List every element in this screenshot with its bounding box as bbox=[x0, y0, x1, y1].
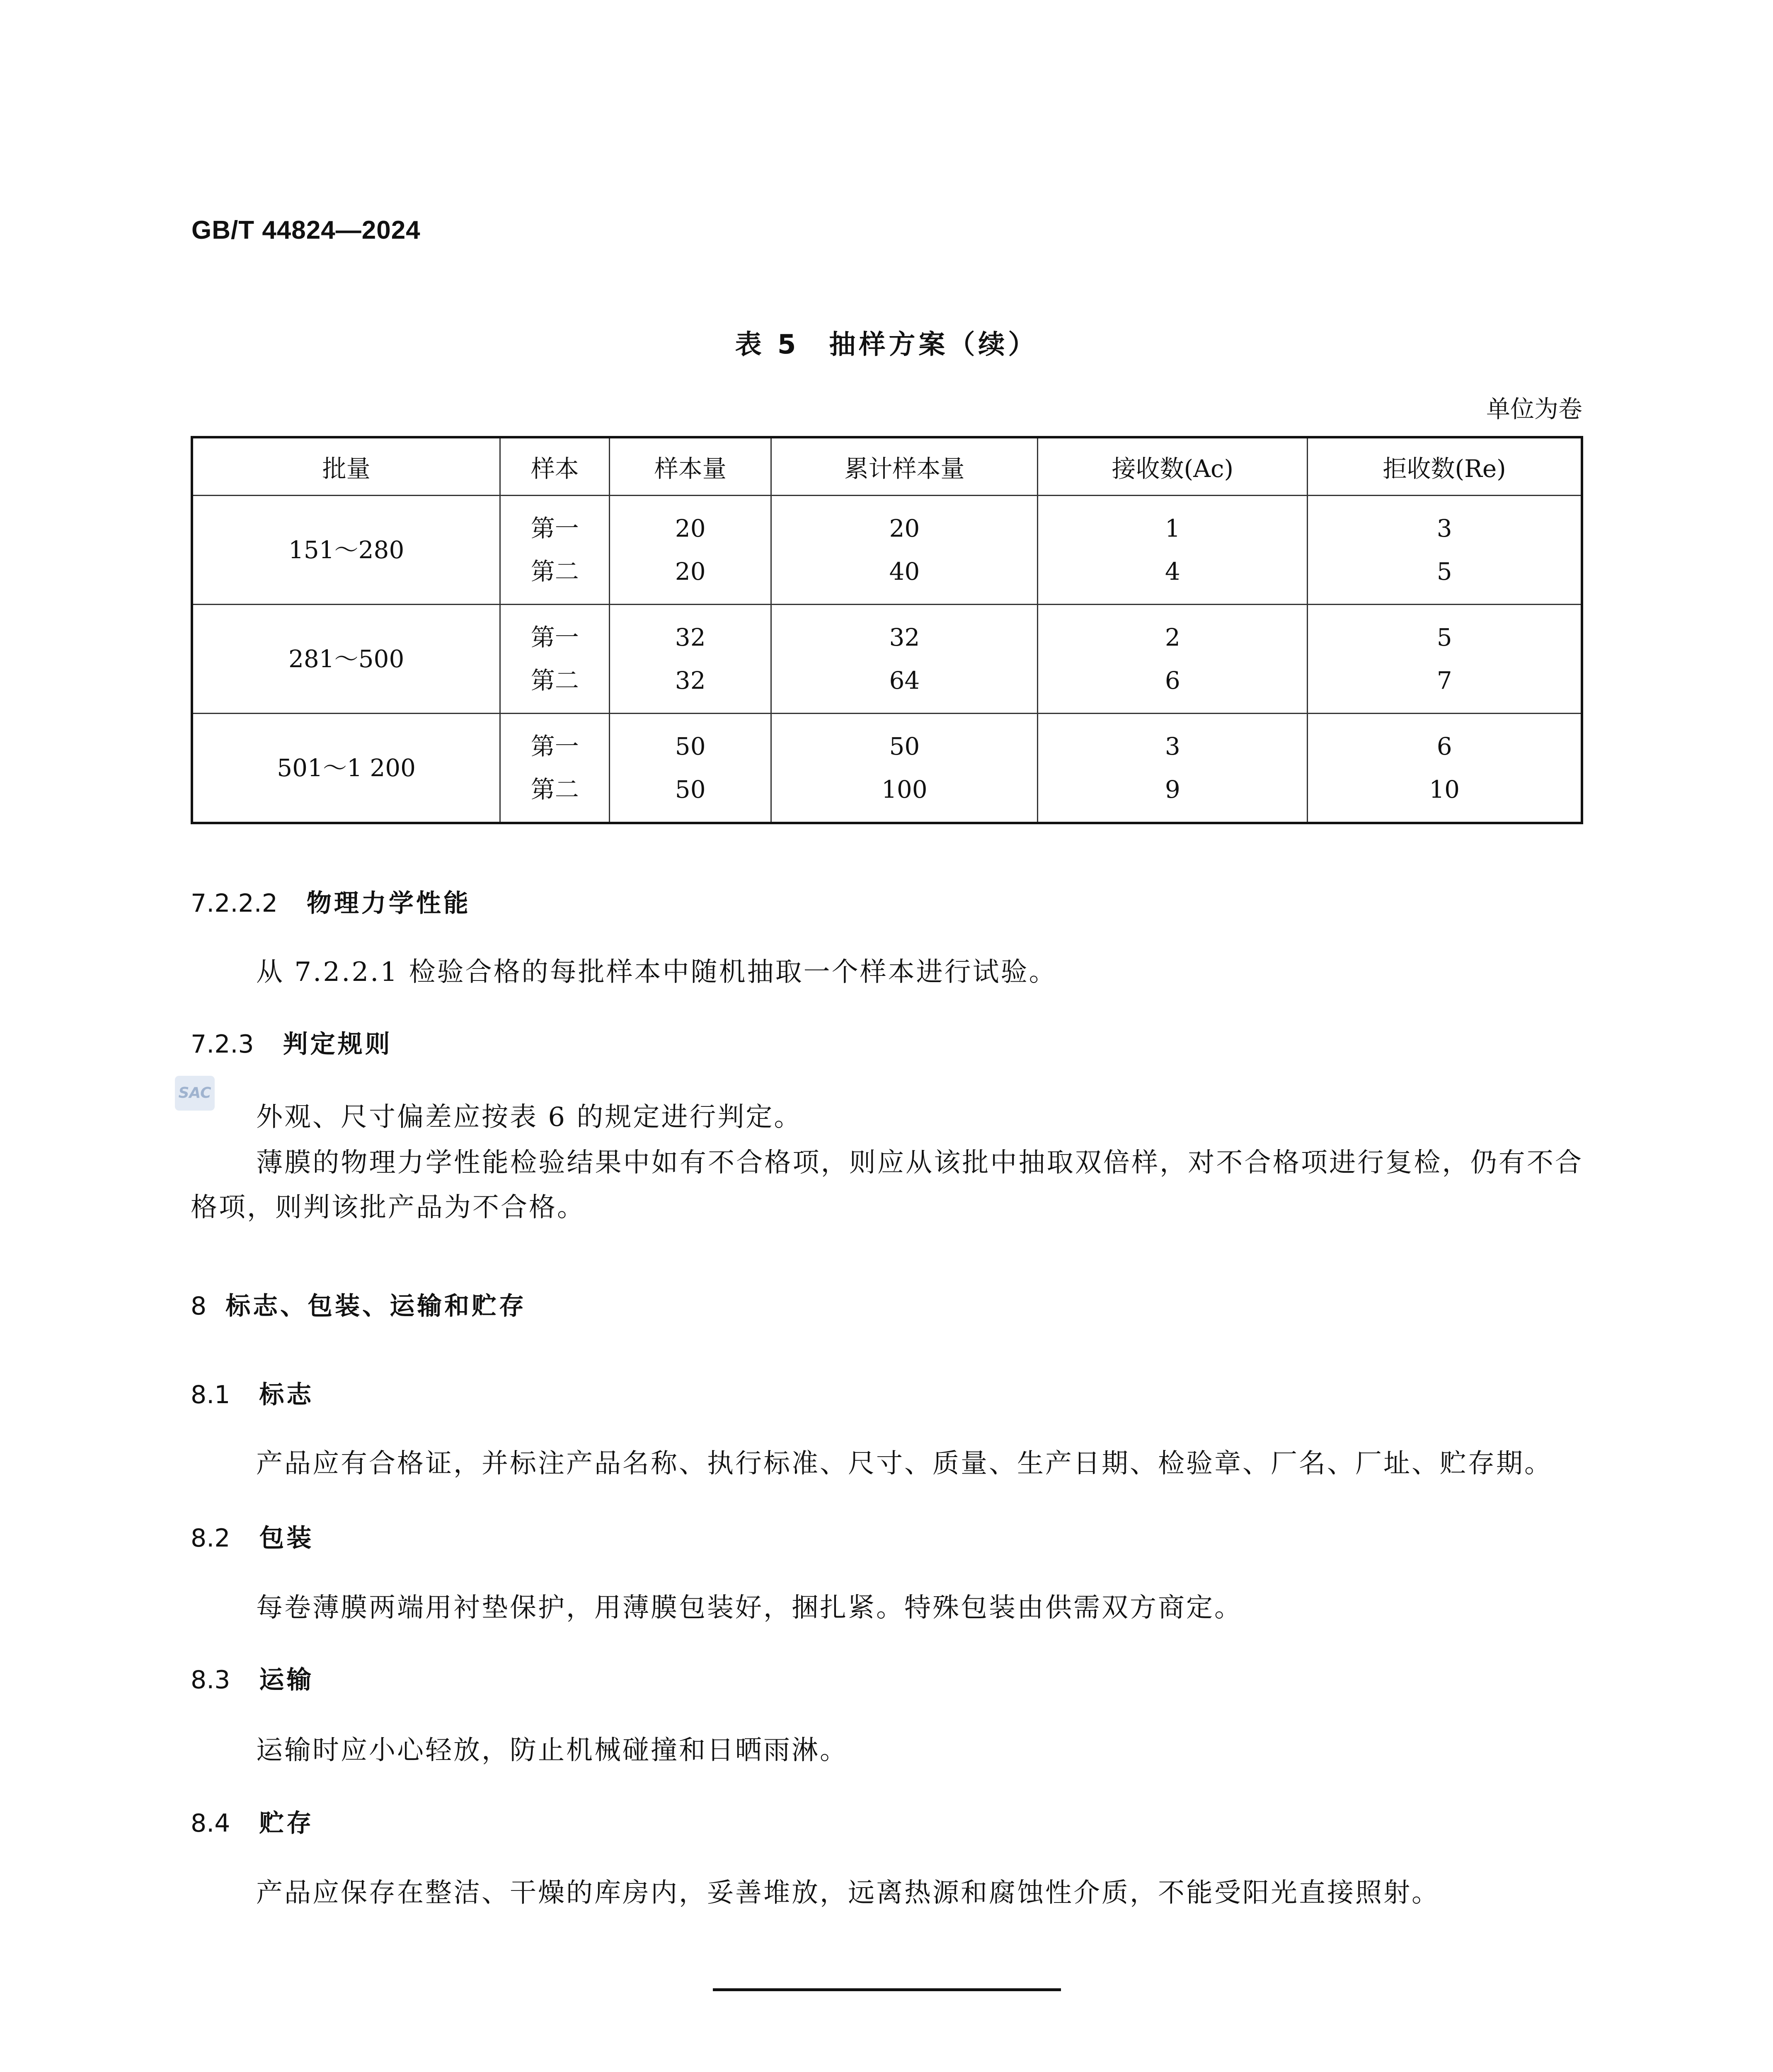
cumulative-value: 64 bbox=[889, 666, 920, 695]
section-heading-7-2-3 bbox=[191, 1024, 392, 1060]
section-heading-8-4 bbox=[191, 1803, 314, 1839]
section-title: 运输 bbox=[259, 1665, 314, 1694]
table-unit: 单位为卷 bbox=[1486, 395, 1582, 423]
reject-value: 6 bbox=[1436, 732, 1452, 760]
table-row bbox=[192, 714, 1582, 823]
sac-watermark-logo: SAC bbox=[175, 1076, 215, 1111]
paragraph: 产品应有合格证，并标注产品名称、执行标准、尺寸、质量、生产日期、检验章、厂名、厂址、贮存期。 bbox=[256, 1448, 1553, 1479]
sample-size-cell bbox=[610, 605, 771, 714]
cumulative-value: 40 bbox=[889, 557, 920, 586]
section-number: 7.2.3 bbox=[191, 1030, 254, 1059]
sample-label: 第一 bbox=[530, 623, 579, 651]
cumulative-size-cell bbox=[771, 714, 1038, 823]
sample-label: 第二 bbox=[530, 775, 579, 804]
reject-value: 7 bbox=[1436, 666, 1452, 695]
reject-number-cell bbox=[1308, 714, 1582, 823]
accept-value: 6 bbox=[1165, 666, 1180, 695]
column-header: 拒收数(Re) bbox=[1308, 437, 1582, 496]
sample-cell bbox=[500, 605, 610, 714]
sampling-plan-table bbox=[191, 436, 1583, 824]
section-title: 标志 bbox=[259, 1380, 314, 1409]
accept-value: 4 bbox=[1165, 557, 1180, 586]
sample-label: 第一 bbox=[530, 514, 579, 542]
cumulative-value: 32 bbox=[889, 623, 920, 651]
sample-label: 第一 bbox=[530, 732, 579, 760]
sample-size-cell bbox=[610, 496, 771, 605]
section-number: 8.3 bbox=[191, 1665, 230, 1694]
cumulative-value: 20 bbox=[889, 514, 920, 542]
sample-label: 第二 bbox=[530, 557, 579, 586]
section-title: 贮存 bbox=[259, 1809, 314, 1838]
column-header: 接收数(Ac) bbox=[1038, 437, 1308, 496]
section-heading-8-2 bbox=[191, 1518, 314, 1554]
lot-size-cell: 281～500 bbox=[192, 605, 500, 714]
section-title: 判定规则 bbox=[283, 1030, 392, 1059]
table-row bbox=[192, 496, 1582, 605]
section-title: 物理力学性能 bbox=[306, 889, 471, 918]
paragraph: 从 7.2.2.1 检验合格的每批样本中随机抽取一个样本进行试验。 bbox=[256, 957, 1057, 988]
table-row bbox=[192, 605, 1582, 714]
section-number: 7.2.2.2 bbox=[191, 889, 278, 918]
paragraph: 外观、尺寸偏差应按表 6 的规定进行判定。 bbox=[256, 1102, 802, 1133]
cumulative-value: 100 bbox=[881, 775, 928, 804]
cumulative-size-cell bbox=[771, 496, 1038, 605]
reject-value: 5 bbox=[1436, 557, 1452, 586]
accept-value: 1 bbox=[1165, 514, 1180, 542]
accept-number-cell bbox=[1038, 714, 1308, 823]
lot-size-cell: 501～1 200 bbox=[192, 714, 500, 823]
section-number: 8 bbox=[191, 1292, 207, 1321]
paragraph: 每卷薄膜两端用衬垫保护，用薄膜包装好，捆扎紧。特殊包装由供需双方商定。 bbox=[256, 1593, 1243, 1623]
section-heading-8-1 bbox=[191, 1375, 314, 1411]
reject-value: 10 bbox=[1429, 775, 1460, 804]
sample-size-value: 50 bbox=[675, 732, 706, 760]
section-number: 8.4 bbox=[191, 1809, 230, 1838]
sample-size-value: 50 bbox=[675, 775, 706, 804]
sample-label: 第二 bbox=[530, 666, 579, 695]
sample-size-value: 32 bbox=[675, 666, 706, 695]
accept-number-cell bbox=[1038, 496, 1308, 605]
cumulative-value: 50 bbox=[889, 732, 920, 760]
section-number: 8.1 bbox=[191, 1380, 230, 1409]
accept-number-cell bbox=[1038, 605, 1308, 714]
sample-size-value: 20 bbox=[675, 557, 706, 586]
paragraph: 薄膜的物理力学性能检验结果中如有不合格项，则应从该批中抽取双倍样，对不合格项进行复检，仍有不合格项，则判该批产品为不合格。 bbox=[191, 1147, 1583, 1223]
table-header-row bbox=[192, 437, 1582, 496]
accept-value: 3 bbox=[1165, 732, 1180, 760]
sample-cell bbox=[500, 714, 610, 823]
column-header: 样本量 bbox=[610, 437, 771, 496]
section-title: 标志、包装、运输和贮存 bbox=[225, 1292, 527, 1321]
section-heading-7-2-2-2 bbox=[191, 884, 471, 919]
column-header: 累计样本量 bbox=[771, 437, 1038, 496]
section-title: 包装 bbox=[259, 1524, 314, 1553]
reject-number-cell bbox=[1308, 496, 1582, 605]
sample-size-value: 20 bbox=[675, 514, 706, 542]
paragraph: 运输时应小心轻放，防止机械碰撞和日晒雨淋。 bbox=[256, 1735, 848, 1766]
accept-value: 9 bbox=[1165, 775, 1180, 804]
chapter-heading-8 bbox=[191, 1286, 526, 1322]
column-header: 样本 bbox=[500, 437, 610, 496]
sample-size-cell bbox=[610, 714, 771, 823]
lot-size-cell: 151～280 bbox=[192, 496, 500, 605]
standard-number: GB/T 44824—2024 bbox=[191, 216, 421, 244]
reject-value: 5 bbox=[1436, 623, 1452, 651]
section-heading-8-3 bbox=[191, 1660, 314, 1696]
end-rule bbox=[713, 1988, 1061, 1991]
reject-value: 3 bbox=[1436, 514, 1452, 542]
paragraph: 产品应保存在整洁、干燥的库房内，妥善堆放，远离热源和腐蚀性介质，不能受阳光直接照射。 bbox=[256, 1878, 1440, 1908]
column-header: 批量 bbox=[192, 437, 500, 496]
table-caption: 表 5 抽样方案（续） bbox=[735, 329, 1038, 360]
sample-size-value: 32 bbox=[675, 623, 706, 651]
sample-cell bbox=[500, 496, 610, 605]
accept-value: 2 bbox=[1165, 623, 1180, 651]
cumulative-size-cell bbox=[771, 605, 1038, 714]
section-number: 8.2 bbox=[191, 1524, 230, 1553]
reject-number-cell bbox=[1308, 605, 1582, 714]
